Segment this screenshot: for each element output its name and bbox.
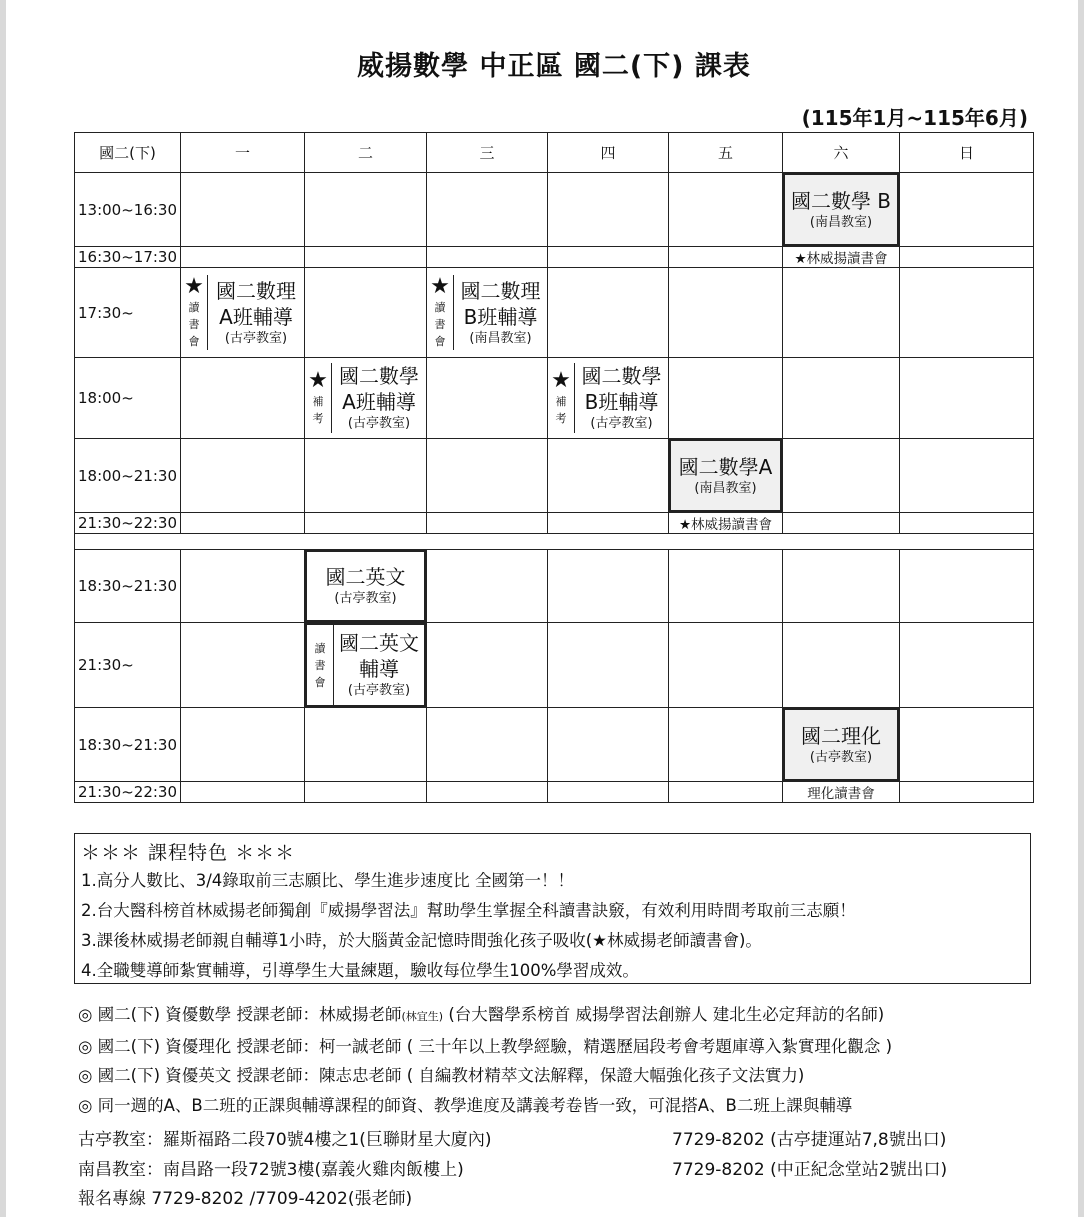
course-name: 國二數學 [339,364,419,388]
course-thu-math-b-makeup: ★ 補 考 國二數學 B班輔導 (古亭教室) [548,358,669,439]
star-icon: ★ [184,274,204,299]
course-sat-science [783,708,900,782]
time-label: 18:30~21:30 [75,550,181,623]
header-thu: 四 [548,133,669,173]
course-tue-math-a-makeup: ★ 補 考 國二數學 A班輔導 (古亭教室) [305,358,427,439]
time-label: 21:30~22:30 [75,513,181,534]
teacher-notes [78,1000,1078,1120]
nanchang-address: 南昌教室：南昌路一段72號3樓(嘉義火雞肉飯樓上) [78,1159,464,1180]
time-label: 21:30~ [75,623,181,708]
teacher-science: ◎ 國二(下) 資優理化 授課老師：柯一誠老師 ( 三十年以上教學經驗，精選歷屆段考會考題庫導入紮實理化觀念 ) [78,1036,893,1056]
contact-info [78,1126,1078,1215]
time-label: 18:00~ [75,358,181,439]
header-tue: 二 [305,133,427,173]
hotline-row [78,1185,1078,1215]
course-name: 國二數學 B [790,188,892,213]
course-features-box [74,833,1031,984]
guting-row [78,1126,1078,1156]
course-mon-math-a-tutoring: ★ 讀 書 會 國二數理 A班輔導 (古亭教室) [181,268,305,358]
course-tue-english [305,550,427,623]
term-period: (115年1月~115年6月) [801,106,1028,130]
course-name-2: B班輔導 [584,390,659,414]
course-fri-math-a [669,439,783,513]
course-note: ★林威揚讀書會 [669,513,783,534]
course-note: 理化讀書會 [783,782,900,803]
header-wed: 三 [427,133,548,173]
header-grade: 國二(下) [75,133,181,173]
table-row [75,268,1034,358]
course-name: 國二數理 [216,278,296,303]
schedule-table [74,132,1034,803]
star-icon: ★ [551,368,571,393]
course-room: (古亭教室) [347,416,411,431]
course-name-2: B班輔導 [463,304,538,329]
table-row [75,708,1034,782]
course-room: (南昌教室) [694,480,757,496]
table-row [75,550,1034,623]
features-heading: ＊＊＊ 課程特色 ＊＊＊ [81,842,296,864]
course-name-2: 輔導 [359,657,399,681]
course-room: (古亭教室) [334,591,397,606]
guting-phone: 7729-8202 (古亭捷運站7,8號出口) [672,1130,947,1150]
time-label: 13:00~16:30 [75,173,181,247]
page-title: 威揚數學 中正區 國二(下) 課表 [357,51,751,82]
table-row [75,247,1034,268]
course-name: 國二數學A [678,454,773,479]
course-name: 國二數學 [581,364,662,388]
nanchang-row [78,1156,1078,1186]
time-label: 21:30~22:30 [75,782,181,803]
table-row [75,623,1034,708]
feature-item: 4.全職雙導師紮實輔導，引導學生大量練題，驗收每位學生100%學習成效。 [81,961,639,980]
course-note: ★林威揚讀書會 [783,247,900,268]
time-label: 17:30~ [75,268,181,358]
course-name: 國二理化 [801,723,881,748]
time-label: 18:30~21:30 [75,708,181,782]
header-mon: 一 [181,133,305,173]
course-name-2: A班輔導 [342,390,416,414]
teacher-english: ◎ 國二(下) 資優英文 授課老師：陳志忠老師 ( 自編教材精萃文法解釋，保證大幅強化孩子文法實力) [78,1066,805,1085]
same-week-note: ◎ 同一週的A、B二班的正課與輔導課程的師資、教學進度及講義考卷皆一致，可混搭A、B二班上課與輔導 [78,1095,853,1115]
header-row [75,133,1034,173]
course-room: (南昌教室) [809,214,873,230]
star-icon: ★ [430,274,450,299]
course-name: 國二英文 [339,631,419,655]
course-name-2: A班輔導 [219,304,293,329]
teacher-math: ◎ 國二(下) 資優數學 授課老師：林威揚老師(林宜生) (台大醫學系榜首 威揚學習法創辦人 建北生必定拜訪的名師) [78,1005,885,1024]
course-wed-math-b-tutoring: ★ 讀 書 會 國二數理 B班輔導 (南昌教室) [427,268,548,358]
feature-item: 2.台大醫科榜首林威揚老師獨創『威揚學習法』幫助學生掌握全科讀書訣竅，有效利用時間考取前三志願！ [81,901,856,920]
course-room: (古亭教室) [809,749,873,765]
header-fri: 五 [669,133,783,173]
table-row [75,358,1034,439]
course-room: (古亭教室) [590,416,653,431]
course-tue-english-tutoring: 讀 書 會 國二英文 輔導 (古亭教室) [305,623,427,708]
course-room: (古亭教室) [224,330,288,346]
course-room: (古亭教室) [347,683,411,698]
table-row [75,513,1034,534]
course-sat-math-b [783,173,900,247]
header-sat: 六 [783,133,900,173]
guting-address: 古亭教室：羅斯福路二段70號4樓之1(巨聯財星大廈內) [78,1130,492,1150]
time-label: 18:00~21:30 [75,439,181,513]
table-divider [75,534,1034,550]
course-name: 國二英文 [325,565,406,589]
feature-item: 3.課後林威揚老師親自輔導1小時，於大腦黃金記憶時間強化孩子吸收(★林威揚老師讀書會)。 [81,931,762,950]
star-icon: ★ [308,368,328,393]
feature-item: 1.高分人數比、3/4錄取前三志願比、學生進步速度比 全國第一！！ [81,871,575,890]
signup-hotline: 報名專線 7729-8202 /7709-4202(張老師) [78,1189,413,1209]
table-row [75,439,1034,513]
time-label: 16:30~17:30 [75,247,181,268]
header-sun: 日 [900,133,1034,173]
course-name: 國二數理 [460,278,541,303]
table-row [75,173,1034,247]
table-row [75,782,1034,803]
left-border [0,0,6,1217]
course-room: (南昌教室) [469,330,532,346]
right-border [1078,0,1084,1217]
nanchang-phone: 7729-8202 (中正紀念堂站2號出口) [672,1159,948,1180]
